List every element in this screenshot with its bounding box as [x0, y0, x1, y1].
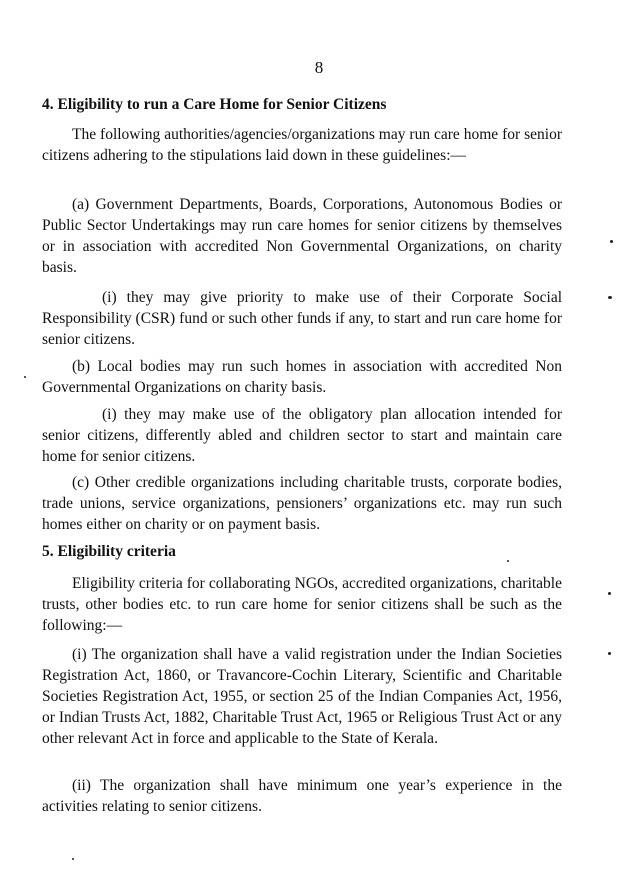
page-number: 8 — [314, 58, 324, 77]
scan-speck — [610, 240, 613, 243]
section-5-intro: Eligibility criteria for collaborating NGOs, accredited organizations, charitable trusts, other bodies etc. to run care home for senior citizens shall be such as the following:— — [42, 575, 562, 634]
scan-speck — [608, 592, 611, 595]
clause-b: (b) Local bodies may run such homes in association with accredited Non Governmental Organizations on charity basis. — [42, 358, 562, 396]
section-4-heading: 4. Eligibility to run a Care Home for Senior Citizens — [42, 96, 387, 113]
clause-c: (c) Other credible organizations including charitable trusts, corporate bodies, trade unions, service organizations, pensioners’ organizations etc. may run such homes either on charity or on payment basis. — [42, 474, 562, 533]
clause-a: (a) Government Departments, Boards, Corporations, Autonomous Bodies or Public Sector Undertakings may run care homes for senior citizens by themselves or in association with accredited Non Governmental Organizations, on charity basis. — [42, 196, 562, 276]
criterion-i: (i) The organization shall have a valid registration under the Indian Societies Registration Act, 1860, or Travancore-Cochin Literary, Scientific and Charitable Societies Registration Act, 1955, or section 25 of the Indian Companies Act, 1956, or Indian Trusts Act, 1882, Charitable Trust Act, 1965 or Religious Trust Act or any other relevant Act in force and applicable to the State of Kerala. — [42, 646, 562, 747]
scan-speck — [608, 652, 611, 655]
scan-speck — [24, 376, 26, 378]
scan-speck — [608, 296, 612, 299]
clause-a-i: (i) they may give priority to make use of their Corporate Social Responsibility (CSR) fund or such other funds if any, to start and run care home for senior citizens. — [42, 289, 562, 348]
criterion-ii: (ii) The organization shall have minimum one year’s experience in the activities relating to senior citizens. — [42, 777, 562, 815]
section-4-intro: The following authorities/agencies/organizations may run care home for senior citizens adhering to the stipulations laid down in these guidelines:— — [42, 126, 562, 164]
scan-speck — [507, 560, 509, 562]
scan-speck — [72, 858, 74, 860]
clause-b-i: (i) they may make use of the obligatory plan allocation intended for senior citizens, differently abled and children sector to start and maintain care home for senior citizens. — [42, 406, 562, 465]
section-5-heading: 5. Eligibility criteria — [42, 543, 176, 560]
